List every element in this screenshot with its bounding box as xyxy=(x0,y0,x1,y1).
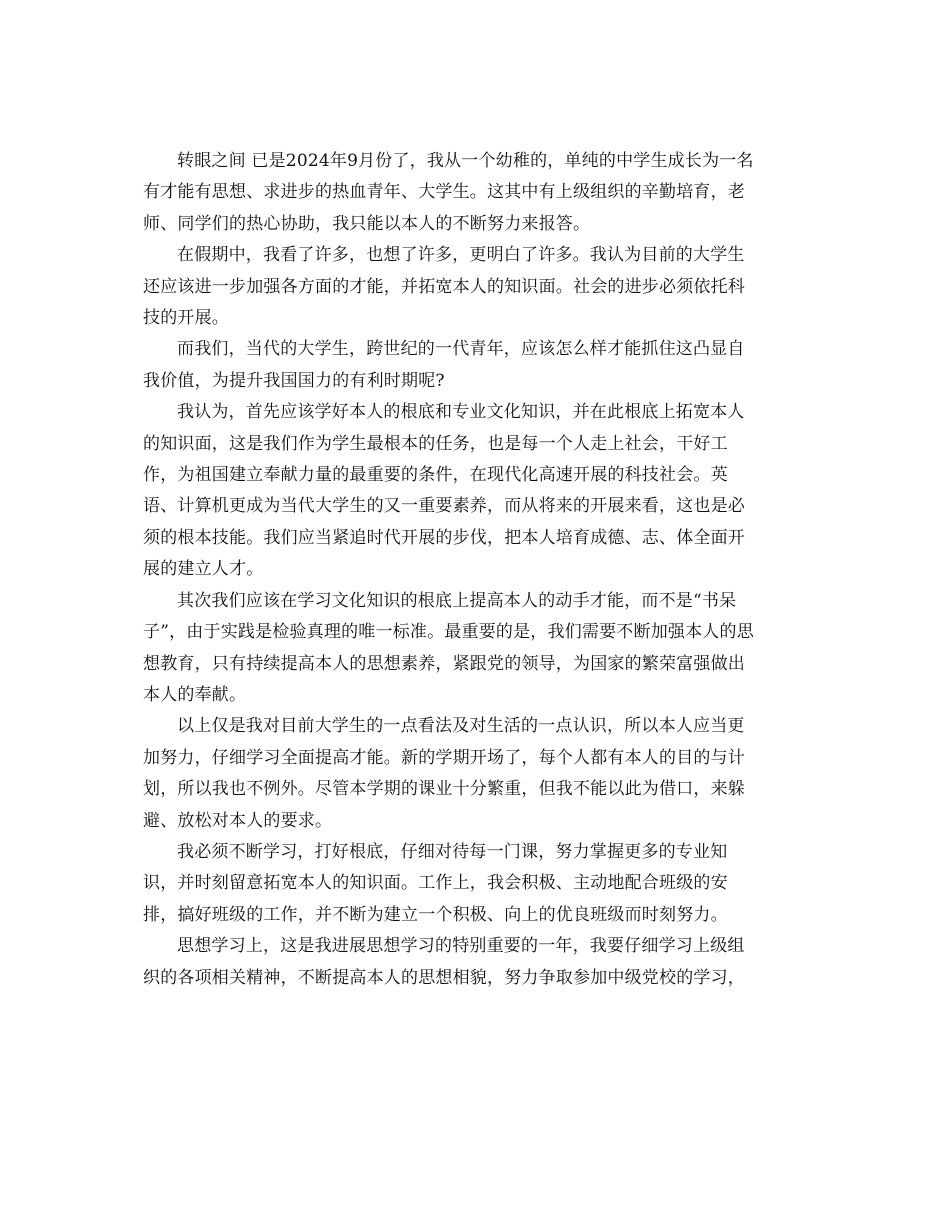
text-line: 的知识面，这是我们作为学生最根本的任务，也是每一个人走上社会，干好工 xyxy=(143,433,728,454)
paragraph-2 xyxy=(143,240,805,334)
text-line: 我必须不断学习，打好根底，仔细对待每一门课，努力掌握更多的专业知 xyxy=(177,841,728,862)
paragraph-5 xyxy=(143,586,805,712)
text-line: 还应该进一步加强各方面的才能，并拓宽本人的知识面。社会的进步必须依托科 xyxy=(143,276,745,297)
document-body xyxy=(143,146,805,994)
text-line: 加努力，仔细学习全面提高才能。新的学期开场了，每个人都有本人的目的与计 xyxy=(143,747,745,768)
text-line: 避、放松对本人的要求。 xyxy=(143,810,333,831)
text-line: 划，所以我也不例外。尽管本学期的课业十分繁重，但我不能以此为借口，来躲 xyxy=(143,779,745,800)
paragraph-6 xyxy=(143,711,805,837)
text-line: 而我们，当代的大学生，跨世纪的一代青年，应该怎么样才能抓住这凸显自 xyxy=(177,339,745,360)
text-line: 思想学习上，这是我进展思想学习的特别重要的一年，我要仔细学习上级组 xyxy=(177,936,745,957)
text-line: 织的各项相关精神，不断提高本人的思想相貌，努力争取参加中级党校的学习， xyxy=(143,967,745,988)
text-line: 作，为祖国建立奉献力量的最重要的条件，在现代化高速开展的科技社会。英 xyxy=(143,465,728,486)
text-line: 排，搞好班级的工作，并不断为建立一个积极、向上的优良班级而时刻努力。 xyxy=(143,904,728,925)
text-line: 本人的奉献。 xyxy=(143,684,247,705)
text-line: 须的根本技能。我们应当紧追时代开展的步伐，把本人培育成德、志、体全面开 xyxy=(143,527,745,548)
text-line: 以上仅是我对目前大学生的一点看法及对生活的一点认识，所以本人应当更 xyxy=(177,716,745,737)
text-line: 其次我们应该在学习文化知识的根底上提高本人的动手才能，而不是“书呆 xyxy=(177,590,737,611)
text-line: 我价值，为提升我国国力的有利时期呢? xyxy=(143,370,445,391)
text-line: 有才能有思想、求进步的热血青年、大学生。这其中有上级组织的辛勤培育，老 xyxy=(143,182,745,203)
paragraph-1 xyxy=(143,146,805,240)
text-line: 语、计算机更成为当代大学生的又一重要素养，而从将来的开展来看，这也是必 xyxy=(143,496,745,517)
paragraph-3 xyxy=(143,334,805,397)
text-line: 我认为，首先应该学好本人的根底和专业文化知识，并在此根底上拓宽本人 xyxy=(177,402,745,423)
text-line: 师、同学们的热心协助，我只能以本人的不断努力来报答。 xyxy=(143,213,591,234)
paragraph-4 xyxy=(143,397,805,585)
text-line: 想教育，只有持续提高本人的思想素养，紧跟党的领导，为国家的繁荣富强做出 xyxy=(143,653,745,674)
text-line: 识，并时刻留意拓宽本人的知识面。工作上，我会积极、主动地配合班级的安 xyxy=(143,873,728,894)
paragraph-7 xyxy=(143,837,805,931)
text-line: 技的开展。 xyxy=(143,308,229,329)
paragraph-8 xyxy=(143,931,805,994)
text-line: 子”，由于实践是检验真理的唯一标准。最重要的是，我们需要不断加强本人的思 xyxy=(143,622,754,643)
text-line: 转眼之间 已是2024年9月份了，我从一个幼稚的，单纯的中学生成长为一名 xyxy=(177,151,754,171)
text-line: 在假期中，我看了许多，也想了许多，更明白了许多。我认为目前的大学生 xyxy=(177,245,745,266)
text-line: 展的建立人才。 xyxy=(143,559,264,580)
